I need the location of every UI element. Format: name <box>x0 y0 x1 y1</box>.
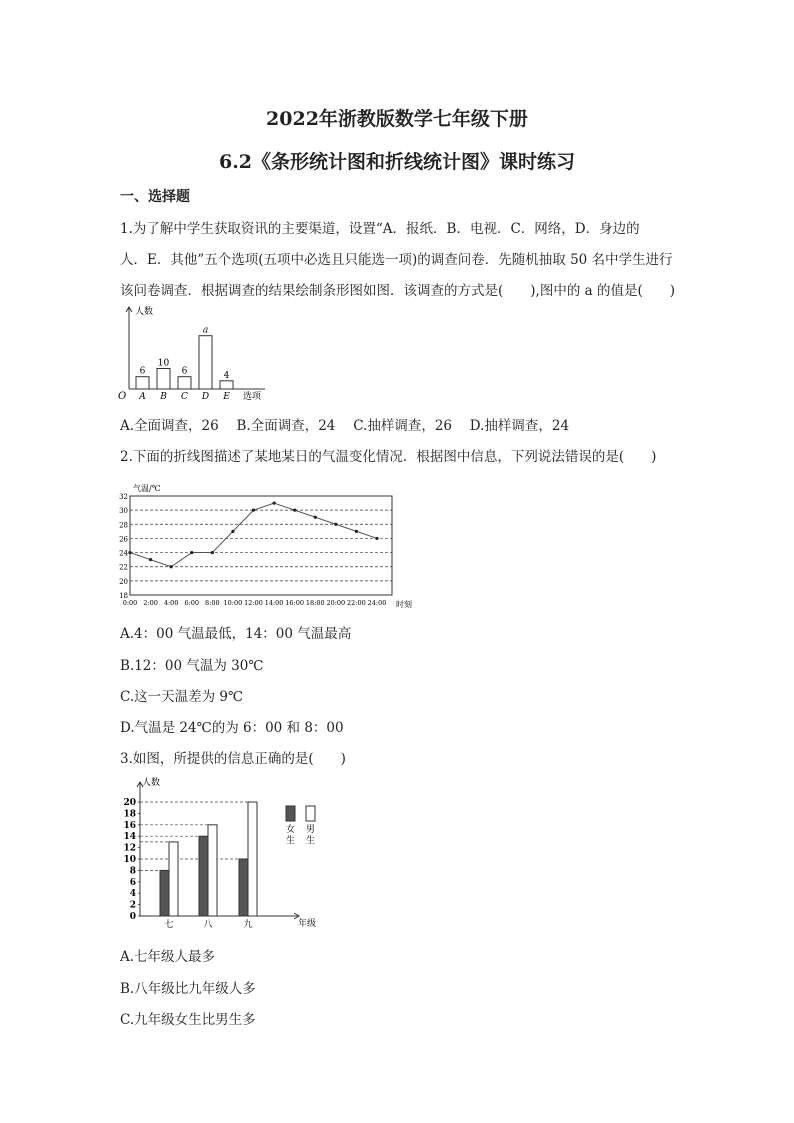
x-tick-label: 22:00 <box>347 599 366 607</box>
category-label: A <box>139 392 146 402</box>
category-label: B <box>160 392 167 402</box>
bar-data-label: a <box>202 325 209 336</box>
y-tick-label: 28 <box>119 521 128 530</box>
category-label: 九 <box>243 920 253 930</box>
data-point <box>190 551 193 554</box>
y-tick-label: 22 <box>119 563 128 572</box>
x-tick-label: 16:00 <box>285 599 305 607</box>
x-tick-label: 20:00 <box>326 599 346 607</box>
q2-option-a: A.4：00 气温最低，14：00 气温最高 <box>120 626 352 642</box>
y-tick-label: 6 <box>129 877 136 888</box>
data-point <box>272 501 275 504</box>
y-tick-label: 18 <box>123 809 136 820</box>
category-label: C <box>181 392 188 402</box>
x-tick-label: 10:00 <box>223 599 243 607</box>
y-tick-label: 2 <box>129 900 136 911</box>
bar-data-label: 6 <box>139 366 146 377</box>
y-axis-label: 人数 <box>142 778 161 788</box>
y-tick-label: 18 <box>119 592 128 600</box>
y-tick-label: 24 <box>119 549 128 558</box>
data-point <box>355 530 358 533</box>
y-tick-label: 30 <box>119 507 128 516</box>
q1-line-1: 1.为了解中学生获取资讯的主要渠道，设置“A．报纸．B．电视．C．网络，D．身边的 <box>120 221 640 237</box>
origin-label: O <box>118 391 127 402</box>
x-tick-label: 0:00 <box>122 599 138 607</box>
data-point <box>293 509 296 512</box>
bar-male <box>208 825 217 916</box>
q3-option-b: B.八年级比九年级人多 <box>120 981 256 997</box>
category-label: D <box>201 392 210 402</box>
x-tick-label: 24:00 <box>367 599 387 607</box>
page-title: 2022年浙教版数学七年级下册 <box>266 108 528 130</box>
category-label: 八 <box>203 920 213 930</box>
legend-swatch <box>286 806 295 821</box>
bar-female <box>199 836 208 916</box>
bar <box>178 377 191 389</box>
y-tick-label: 20 <box>123 798 136 808</box>
y-axis-label: 气温/℃ <box>133 484 161 493</box>
x-tick-label: 2:00 <box>143 599 158 607</box>
y-tick-label: 26 <box>119 535 128 544</box>
legend-swatch <box>306 806 315 821</box>
x-tick-label: 18:00 <box>305 599 325 607</box>
legend-label: 女生 <box>285 825 296 846</box>
bar <box>136 377 149 389</box>
bar-data-label: 10 <box>157 358 170 369</box>
legend-label: 男生 <box>305 825 316 846</box>
q1-line-3: 该问卷调查．根据调查的结果绘制条形图如图．该调查的方式是( ),图中的 a 的值是( ) <box>120 283 675 299</box>
bar <box>199 336 212 389</box>
data-point <box>211 551 214 554</box>
x-axis-label: 选项 <box>243 392 262 402</box>
bar-female <box>239 859 248 916</box>
data-point <box>170 565 173 568</box>
x-axis-label: 时刻 <box>396 600 412 609</box>
q2-option-c: C.这一天温差为 9℃ <box>120 689 244 705</box>
category-label: E <box>223 392 230 402</box>
y-tick-label: 32 <box>119 493 128 501</box>
x-axis-label: 年级 <box>298 919 317 929</box>
y-tick-label: 16 <box>123 820 136 831</box>
q2-option-b: B.12：00 气温为 30℃ <box>120 658 264 674</box>
bar <box>220 381 233 389</box>
y-axis-label: 人数 <box>135 307 154 317</box>
q3-option-c: C.九年级女生比男生多 <box>120 1012 256 1028</box>
x-tick-label: 14:00 <box>264 599 284 607</box>
q3-stem: 3.如图，所提供的信息正确的是( ) <box>120 751 346 767</box>
page-subtitle: 6.2《条形统计图和折线统计图》课时练习 <box>218 151 576 173</box>
y-tick-label: 0 <box>129 912 136 922</box>
plot-frame <box>130 496 392 595</box>
q3-grouped-bar-chart <box>115 773 345 935</box>
data-point <box>231 530 234 533</box>
q2-line-chart <box>115 470 420 612</box>
y-tick-label: 12 <box>123 843 136 854</box>
q2-stem: 2.下面的折线图描述了某地某日的气温变化情况．根据图中信息，下列说法错误的是( ) <box>120 449 657 465</box>
data-point <box>375 537 378 540</box>
q2-option-d: D.气温是 24℃的为 6：00 和 8：00 <box>120 720 344 736</box>
bar-male <box>169 842 178 916</box>
q1-bar-chart <box>115 303 275 403</box>
y-tick-label: 20 <box>119 577 128 586</box>
bar <box>157 369 170 390</box>
x-tick-label: 4:00 <box>163 599 179 607</box>
bar-data-label: 4 <box>223 370 230 381</box>
q1-line-2: 人．E．其他”五个选项(五项中必选且只能选一项)的调查问卷．先随机抽取 50 名中学生进行 <box>120 252 673 268</box>
data-point <box>149 558 152 561</box>
x-tick-label: 6:00 <box>184 599 200 607</box>
y-tick-label: 4 <box>129 889 136 900</box>
data-point <box>334 523 337 526</box>
y-tick-label: 10 <box>123 855 136 865</box>
x-tick-label: 8:00 <box>205 599 220 607</box>
bar-female <box>160 870 169 916</box>
y-tick-label: 14 <box>123 832 136 843</box>
category-label: 七 <box>164 920 174 930</box>
data-point <box>128 551 131 554</box>
x-tick-label: 12:00 <box>244 599 263 607</box>
bar-male <box>248 802 257 916</box>
y-tick-label: 8 <box>129 866 136 877</box>
q3-option-a: A.七年级人最多 <box>120 949 216 965</box>
q1-options: A.全面调查，26 B.全面调查，24 C.抽样调查，26 D.抽样调查，24 <box>120 418 570 434</box>
bar-data-label: 6 <box>181 366 188 377</box>
data-point <box>252 509 255 512</box>
data-point <box>314 516 317 519</box>
section-heading: 一、选择题 <box>120 189 190 205</box>
